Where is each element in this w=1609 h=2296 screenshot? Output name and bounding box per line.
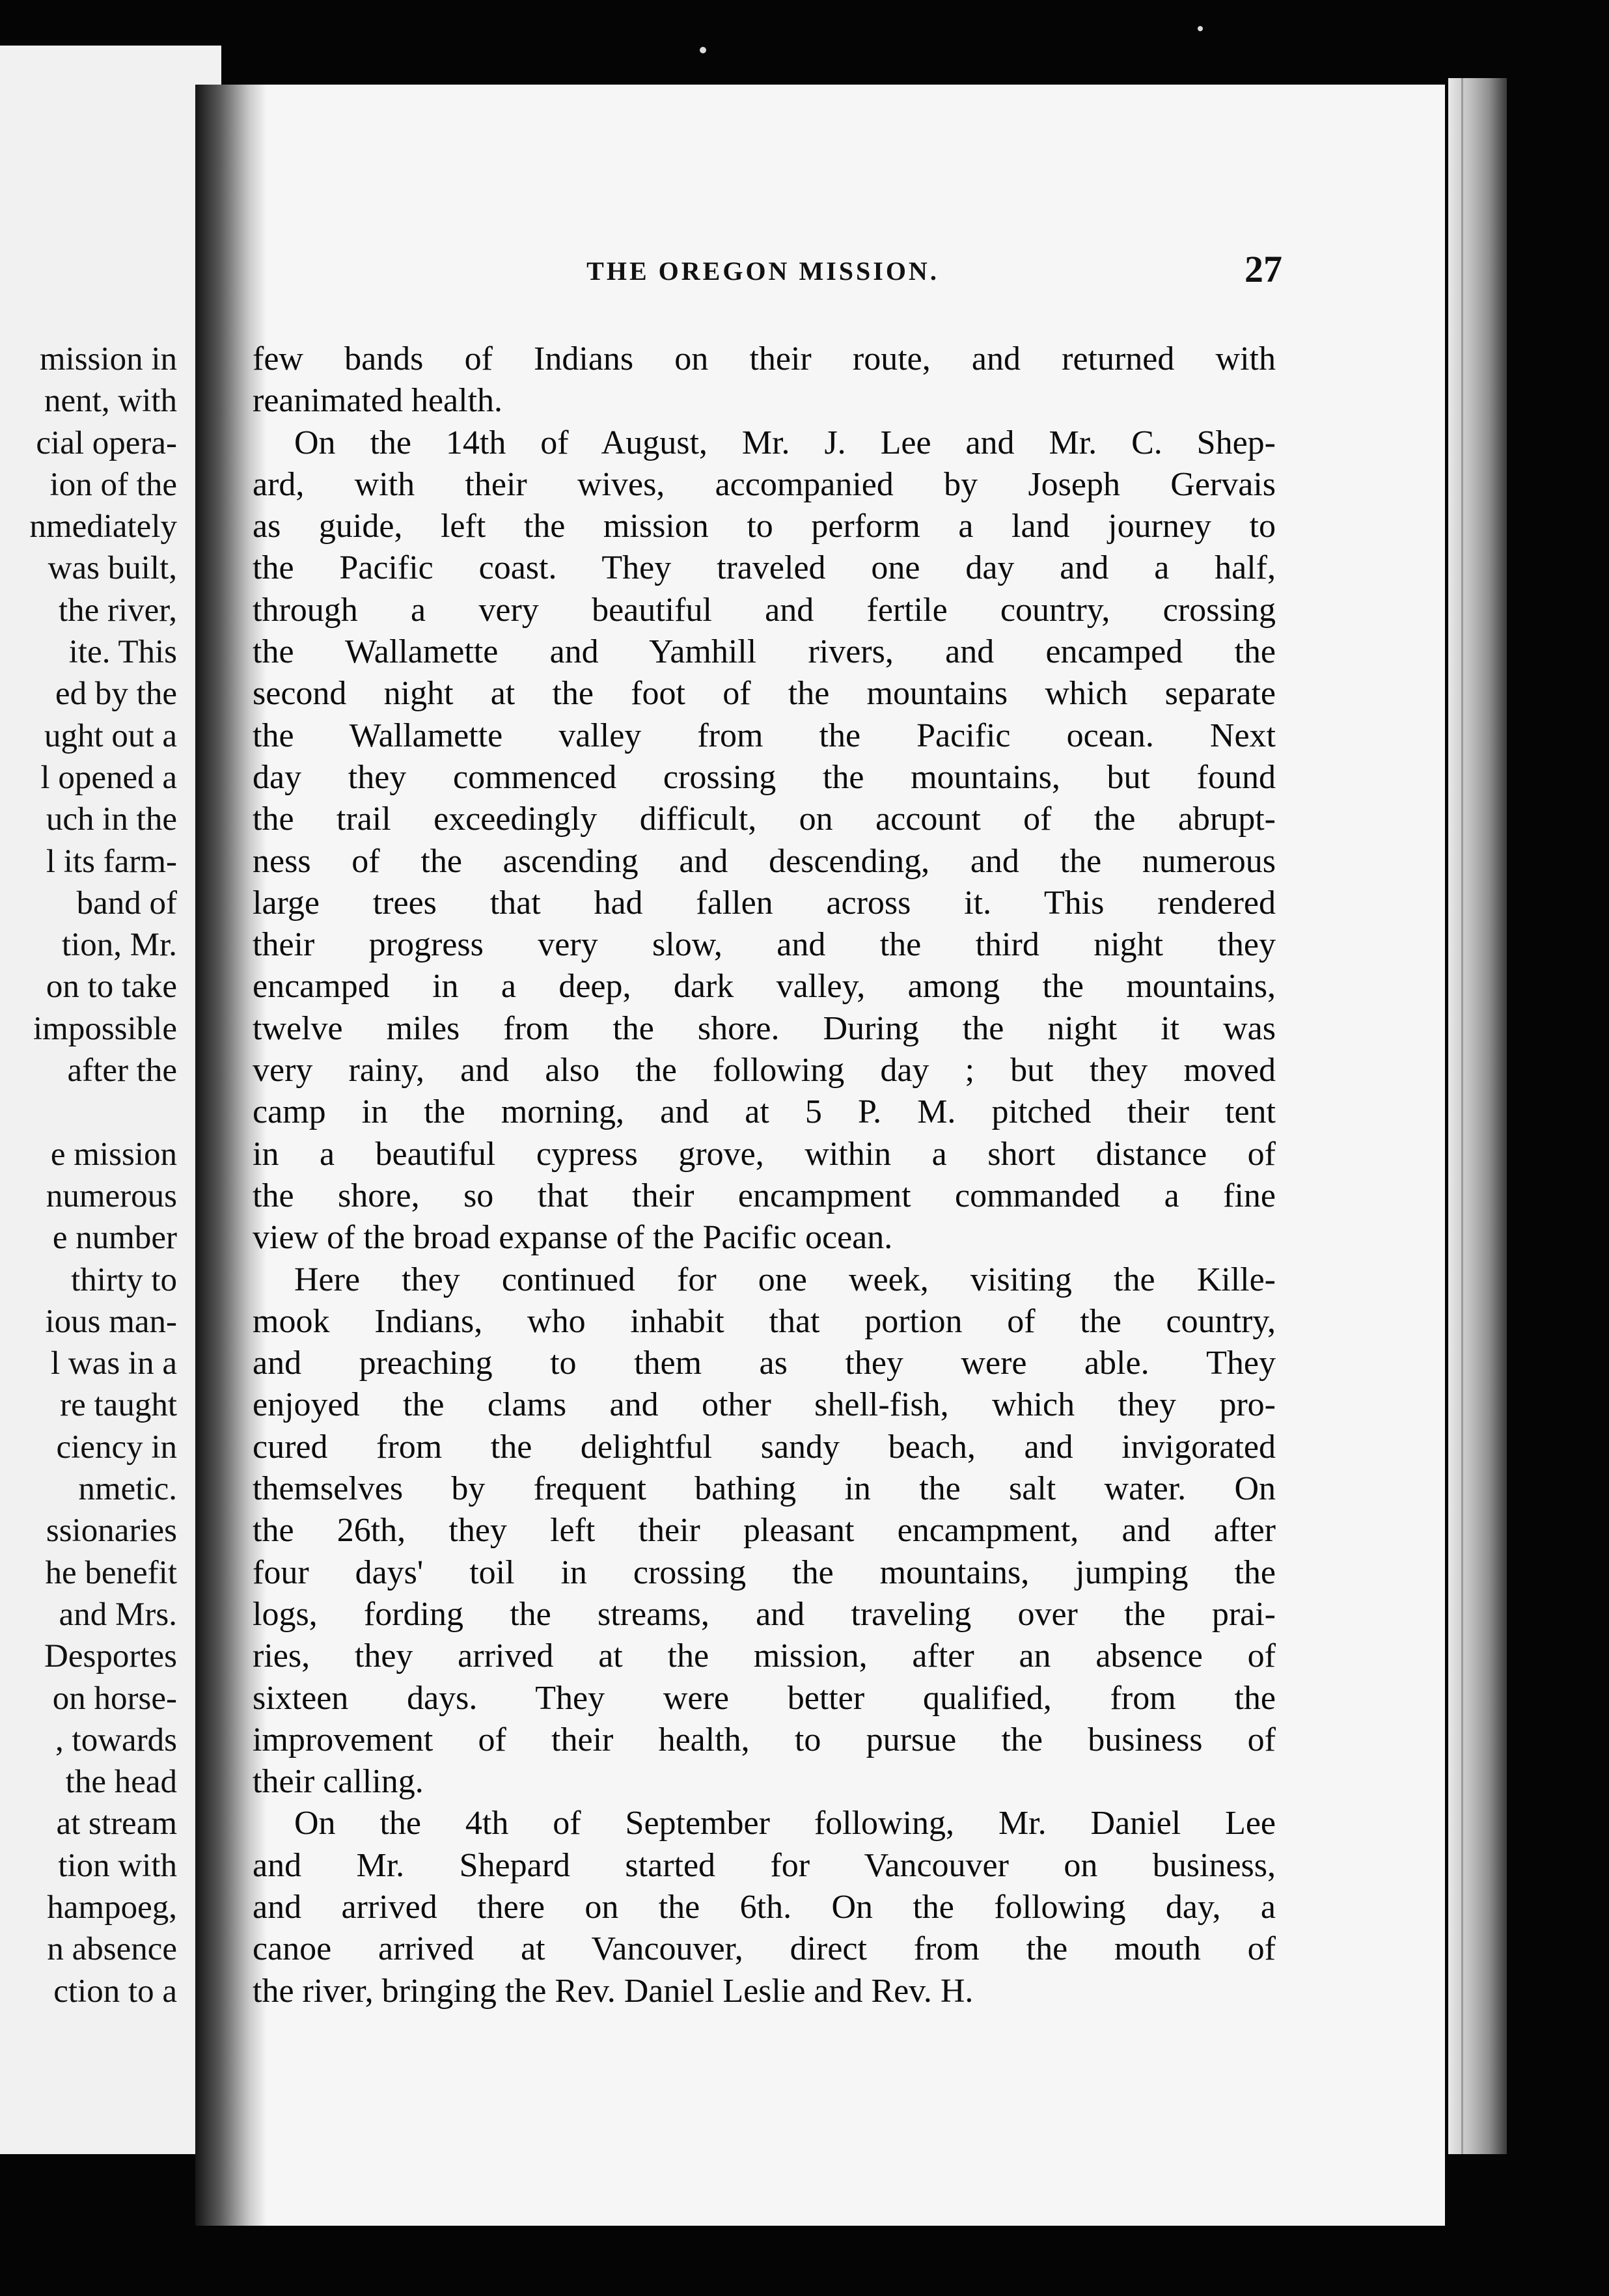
body-line: the shore, so that their encampment commanded a fine: [253, 1177, 1276, 1214]
body-line: On the 14th of August, Mr. J. Lee and Mr. C. Shep-: [294, 424, 1276, 461]
body-line: logs, fording the streams, and traveling over the prai-: [253, 1595, 1276, 1633]
body-line: improvement of their health, to pursue the business of: [253, 1721, 1276, 1758]
body-line: the Wallamette and Yamhill rivers, and encamped the: [253, 633, 1276, 671]
body-line: enjoyed the clams and other shell-fish, which they pro-: [253, 1386, 1276, 1424]
left-page-line: thirty to: [71, 1261, 177, 1298]
left-page-line: ed by the: [55, 676, 177, 713]
body-line: and arrived there on the 6th. On the following day, a: [253, 1888, 1276, 1926]
body-line: cured from the delightful sandy beach, and invigorated: [253, 1428, 1276, 1466]
body-line: canoe arrived at Vancouver, direct from the mouth of: [253, 1930, 1276, 1968]
body-line: and Mr. Shepard started for Vancouver on business,: [253, 1846, 1276, 1884]
page-number: 27: [1245, 248, 1282, 290]
left-page-line: band of: [76, 884, 177, 922]
left-page-line: impossible: [33, 1010, 177, 1047]
left-page-line: was built,: [48, 550, 177, 587]
left-page-line: he benefit: [45, 1554, 177, 1591]
body-line: through a very beautiful and fertile country, crossing: [253, 591, 1276, 629]
body-line: ries, they arrived at the mission, after an absence of: [253, 1637, 1276, 1675]
left-page-line: tion with: [58, 1847, 177, 1884]
body-line: the Pacific coast. They traveled one day and a half,: [253, 549, 1276, 587]
body-line: their progress very slow, and the third night they: [253, 926, 1276, 964]
body-line: reanimated health.: [253, 382, 503, 420]
left-page-line: numerous: [46, 1177, 177, 1214]
body-line: their calling.: [253, 1763, 424, 1801]
left-page-line: mission in: [39, 341, 177, 377]
left-page-line: ction to a: [53, 1973, 177, 2010]
left-page-line: nent, with: [44, 383, 177, 420]
body-line: Here they continued for one week, visiting the Kille-: [294, 1261, 1276, 1298]
left-page-line: at stream: [56, 1805, 177, 1842]
left-page-line: l its farm-: [46, 843, 177, 880]
scan-speck: [700, 47, 706, 53]
left-page-line: re taught: [60, 1387, 177, 1424]
body-line: second night at the foot of the mountains which separate: [253, 675, 1276, 713]
body-line: in a beautiful cypress grove, within a short distance of: [253, 1135, 1276, 1173]
page-fore-edge: [1448, 78, 1507, 2154]
body-line: twelve miles from the shore. During the night it was: [253, 1009, 1276, 1047]
body-line: ness of the ascending and descending, and the numerous: [253, 842, 1276, 880]
left-page-line: e mission: [50, 1136, 177, 1173]
body-line: On the 4th of September following, Mr. Daniel Lee: [294, 1805, 1276, 1842]
body-line: the trail exceedingly difficult, on account of the abrupt-: [253, 800, 1276, 838]
left-page-line: ught out a: [44, 717, 177, 754]
left-page-line: the head: [65, 1764, 177, 1801]
body-line: view of the broad expanse of the Pacific ocean.: [253, 1219, 893, 1257]
body-line: the Wallamette valley from the Pacific ocean. Next: [253, 717, 1276, 754]
running-head: THE OREGON MISSION.: [586, 256, 939, 286]
left-page-line: ite. This: [68, 634, 177, 671]
body-line: four days' toil in crossing the mountains, jumping the: [253, 1553, 1276, 1591]
left-page-line: hampoeg,: [47, 1889, 177, 1926]
body-line: encamped in a deep, dark valley, among the mountains,: [253, 968, 1276, 1005]
body-line: day they commenced crossing the mountains, but found: [253, 758, 1276, 796]
left-page-line: on to take: [46, 968, 177, 1005]
left-page-line: ious man-: [45, 1303, 177, 1340]
left-page-line: , towards: [55, 1721, 177, 1758]
body-text: [253, 338, 1276, 2012]
body-line: ard, with their wives, accompanied by Joseph Gervais: [253, 465, 1276, 503]
left-page-line: ion of the: [49, 466, 177, 503]
left-page-line: ssionaries: [46, 1512, 177, 1550]
left-page-line: n absence: [47, 1931, 177, 1968]
left-page-line: nmediately: [29, 508, 177, 545]
body-line: very rainy, and also the following day ; but they moved: [253, 1052, 1276, 1089]
body-line: the 26th, they left their pleasant encampment, and after: [253, 1512, 1276, 1550]
body-line: mook Indians, who inhabit that portion of the country,: [253, 1302, 1276, 1340]
body-line: themselves by frequent bathing in the salt water. On: [253, 1470, 1276, 1508]
body-line: camp in the morning, and at 5 P. M. pitched their tent: [253, 1093, 1276, 1131]
left-page-line: nmetic.: [78, 1471, 177, 1508]
left-page-line: the river,: [58, 592, 177, 629]
body-line: large trees that had fallen across it. This rendered: [253, 884, 1276, 922]
left-page-line: l was in a: [50, 1345, 177, 1382]
left-page-line: after the: [67, 1052, 177, 1089]
left-page-line: l opened a: [40, 759, 177, 796]
left-page-line: ciency in: [56, 1428, 177, 1466]
left-page-line: Desportes: [44, 1638, 177, 1675]
left-page-line: [0, 1091, 177, 1133]
body-line: few bands of Indians on their route, and returned with: [253, 340, 1276, 377]
body-line: the river, bringing the Rev. Daniel Leslie and Rev. H.: [253, 1972, 974, 2010]
left-page-line: on horse-: [52, 1680, 177, 1717]
left-page-line: and Mrs.: [59, 1596, 177, 1633]
body-line: sixteen days. They were better qualified, from the: [253, 1679, 1276, 1717]
body-line: and preaching to them as they were able. They: [253, 1345, 1276, 1382]
body-line: as guide, left the mission to perform a land journey to: [253, 508, 1276, 545]
left-page-line: uch in the: [46, 801, 177, 838]
left-page-line: e number: [52, 1220, 177, 1257]
scan-speck: [1198, 26, 1203, 31]
left-page-line: tion, Mr.: [61, 927, 177, 964]
left-page-text: [0, 338, 177, 2012]
left-page-line: cial opera-: [36, 424, 177, 461]
